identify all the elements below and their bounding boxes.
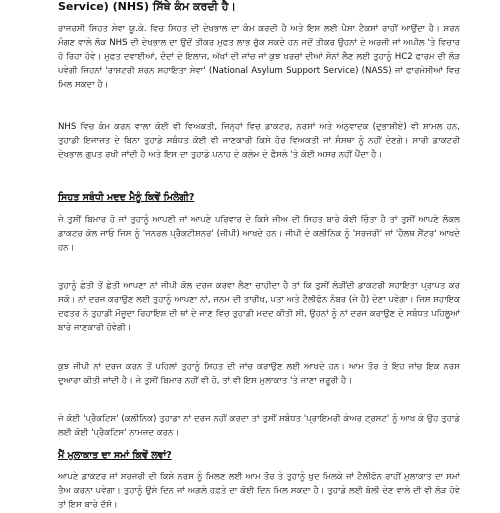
intro-paragraph-2: NHS ਵਿਚ ਕੰਮ ਕਰਨ ਵਾਲਾ ਕੋਈ ਵੀ ਵਿਅਕਤੀ, ਜਿਨ੍ਹਾਂ ਵਿਚ ਡਾਕਟਰ, ਨਰਸਾਂ ਅਤੇ ਅਨੁਵਾਦਕ (ਦੁਭਾਸ਼ੀਏ) ਵੀ ਸ਼ਾਮਲ ਹਨ, ਤੁਹਾਡੀ ਇਜਾਜ਼ਤ ਦੇ ਬਿਨਾ ਤੁਹਾਡੇ ਸਬੰਧਤ ਕੋਈ ਵੀ ਜਾਣਕਾਰੀ ਕਿਸੇ ਹੋਰ ਵਿਅਕਤੀ ਜਾਂ ਸੰਸਥਾ ਨੂੰ ਨਹੀਂ ਦੇਣਗੇ। ਸਾਰੀ ਡਾਕਟਰੀ ਦੇਖਭਾਲ ਗੁਪਤ ਰਖੀ ਜਾਂਦੀ ਹੈ ਅਤੇ ਇਸ ਦਾ ਤੁਹਾਡੇ ਪਨਾਹ ਦੇ ਕਲੇਮ ਦੇ ਫੈਸਲੇ 'ਤੇ ਕੋਈ ਅਸਰ ਨਹੀਂ ਪੈਂਦਾ ਹੈ।: [58, 122, 460, 160]
top-heading: Service) (NHS) ਸਿੱਥੇ ਕੰਮ ਕਰਦੀ ਹੈ।: [58, 0, 236, 13]
section1-paragraph-3: ਕੁਝ ਜੀਪੀ ਨਾਂ ਦਰਜ ਕਰਨ ਤੋਂ ਪਹਿਲਾਂ ਤੁਹਾਨੂੰ ਸਿਹਤ ਦੀ ਜਾਂਚ ਕਰਾਉਣ ਲਈ ਆਖਦੇ ਹਨ। ਆਮ ਤੌਰ ਤੇ ਇਹ ਜਾਂਚ ਇਕ ਨਰਸ ਦੁਆਰਾ ਕੀਤੀ ਜਾਂਦੀ ਹੈ। ਜੇ ਤੁਸੀਂ ਬਿਮਾਰ ਨਹੀਂ ਵੀ ਹੋ, ਤਾਂ ਵੀ ਇਸ ਮੁਲਾਕਾਤ 'ਤੇ ਜਾਣਾ ਜ਼ਰੂਰੀ ਹੈ।: [58, 362, 460, 386]
section1-paragraph-2: ਤੁਹਾਨੂੰ ਛੇਤੀ ਤੋਂ ਛੇਤੀ ਆਪਣਾ ਨਾਂ ਜੀਪੀ ਕੋਲ ਦਰਜ ਕਰਵਾ ਲੈਣਾ ਚਾਹੀਦਾ ਹੈ ਤਾਂ ਕਿ ਤੁਸੀਂ ਲੋੜੀਂਦੀ ਡਾਕਟਰੀ ਸਹਾਇਤਾ ਪ੍ਰਾਪਤ ਕਰ ਸਕੋ। ਨਾਂ ਦਰਜ ਕਰਾਉਣ ਲਈ ਤੁਹਾਨੂੰ ਆਪਣਾ ਨਾਂ, ਜਨਮ ਦੀ ਤਾਰੀਖ, ਪਤਾ ਅਤੇ ਟੈਲੀਫੋਨ ਨੰਬਰ (ਜੇ ਹੈ) ਦੇਣਾ ਪਵੇਗਾ। ਜਿਸ ਸਹਾਇਕ ਦਫਤਰ ਨੇ ਤੁਹਾਡੀ ਮੌਜੂਦਾ ਰਿਹਾਇਸ਼ ਦੀ ਥਾਂ ਦੇ ਜਾਣ ਵਿਚ ਤੁਹਾਡੀ ਮਦਦ ਕੀਤੀ ਸੀ, ਉਹਨਾਂ ਨੂੰ ਨਾਂ ਦਰਜ ਕਰਾਉਣ ਦੇ ਸਬੰਧਤ ਪਹਿਲੂਆਂ ਬਾਰੇ ਜਾਣਕਾਰੀ ਹੋਵੇਗੀ।: [58, 281, 460, 333]
section2-paragraph-1: ਆਪਣੇ ਡਾਕਟਰ ਜਾਂ ਸਰਜਰੀ ਦੀ ਕਿਸੇ ਨਰਸ ਨੂੰ ਮਿਲਣ ਲਈ ਆਮ ਤੌਰ ਤੇ ਤੁਹਾਨੂੰ ਖੁਦ ਮਿਲਕੇ ਜਾਂ ਟੈਲੀਫੋਨ ਰਾਹੀਂ ਮੁਲਾਕਾਤ ਦਾ ਸਮਾਂ ਤੈਅ ਕਰਨਾ ਪਵੇਗਾ। ਤੁਹਾਨੂੰ ਉਸੇ ਦਿਨ ਜਾਂ ਅਗਲੇ ਹਫ਼ਤੇ ਦਾ ਕੋਈ ਦਿਨ ਮਿਲ ਸਕਦਾ ਹੈ। ਤੁਹਾਡੇ ਲਈ ਬੋਲੀ ਦੇਣ ਵਾਲੇ ਦੀ ਵੀ ਲੋੜ ਹੋਵੇ ਤਾਂ ਇਸ ਬਾਰੇ ਦੱਸੋ।: [58, 472, 460, 510]
section-heading-health-help: [58, 191, 460, 205]
section-heading-appointment: [58, 449, 460, 463]
section1-paragraph-1: ਜੇ ਤੁਸੀਂ ਬਿਮਾਰ ਹੋ ਜਾਂ ਤੁਹਾਨੂੰ ਆਪਣੀ ਜਾਂ ਆਪਣੇ ਪਰਿਵਾਰ ਦੇ ਕਿਸੇ ਜੀਅ ਦੀ ਸਿਹਤ ਬਾਰੇ ਕੋਈ ਚਿੰਤਾ ਹੈ ਤਾਂ ਤੁਸੀਂ ਆਪਣੇ ਲੋਕਲ ਡਾਕਟਰ ਕੋਲ ਜਾਓ ਜਿਸ ਨੂੰ 'ਜਨਰਲ ਪ੍ਰੈਕਟੀਸ਼ਨਰ' (ਜੀਪੀ) ਆਖਦੇ ਹਨ। ਜੀਪੀ ਦੇ ਕਲੀਨਿਕ ਨੂੰ 'ਸਰਜਰੀ' ਜਾਂ 'ਹੈਲਥ ਸੈਂਟਰ' ਆਖਦੇ ਹਨ।: [58, 215, 460, 253]
section-heading-health-help-text: ਸਿਹਤ ਸਬੰਧੀ ਮਦਦ ਮੈਨੂੰ ਕਿਵੇਂ ਮਿਲੇਗੀ?: [58, 192, 195, 203]
intro-paragraph-1: ਰਾਜਰਸੀ ਸਿਹਤ ਸੇਵਾ ਯੂ.ਕੇ. ਵਿਚ ਸਿਹਤ ਦੀ ਦੇਖਭਾਲ ਦਾ ਕੰਮ ਕਰਦੀ ਹੈ ਅਤੇ ਇਸ ਲਈ ਪੈਸਾ ਟੈਕਸਾਂ ਰਾਹੀਂ ਆਉਂਦਾ ਹੈ। ਸ਼ਰਨ ਮੰਗਣ ਵਾਲੇ ਲੋਕ NHS ਦੀ ਦੇਖਭਾਲ ਦਾ ਉਦੋਂ ਤੀਕਰ ਮੁਫਤ ਲਾਭ ਚੁੱਕ ਸਕਦੇ ਹਨ ਜਦੋਂ ਤੀਕਰ ਉਹਨਾਂ ਦੇ ਅਰਜ਼ੀ ਜਾਂ ਅਪੀਲ 'ਤੇ ਵਿਚਾਰ ਹੋ ਰਿਹਾ ਹੋਵੇ। ਮੁਫਤ ਦਵਾਈਆਂ, ਦੰਦਾਂ ਦੇ ਇਲਾਜ, ਅੱਖਾਂ ਦੀ ਜਾਂਚ ਜਾਂ ਕੁਝ ਖਰਚਾਂ ਦੀਆਂ ਸੋਨਾਂ ਲੈਣ ਲਈ ਤੁਹਾਨੂੰ HC2 ਫਾਰਮ ਦੀ ਲੋੜ ਪਵੇਗੀ ਜਿਹਨਾਂ 'ਰਾਸ਼ਟਰੀ ਸ਼ਰਨ ਸਹਾਇਤਾ ਸੇਵਾ' (National Asylum Support Service) (NASS) ਜਾਂ ਫਾਰਮੇਸੀਆਂ ਵਿਚ ਮਿਲ ਸਕਦਾ ਹੈ।: [58, 24, 460, 90]
section-heading-appointment-text: ਮੈਂ ਮੁਲਾਕਾਤ ਦਾ ਸਮਾਂ ਕਿਵੇਂ ਲਵਾਂ?: [58, 450, 172, 461]
section1-paragraph-4: ਜੇ ਕੋਈ 'ਪ੍ਰੈਕਟਿਸ' (ਕਲੀਨਿਕ) ਤੁਹਾਡਾ ਨਾਂ ਦਰਜ ਨਹੀਂ ਕਰਦਾ ਤਾਂ ਤੁਸੀਂ ਸਬੰਧਤ 'ਪ੍ਰਾਇਮਰੀ ਕੇਅਰ ਟ੍ਰਸਟ' ਨੂੰ ਆਖ ਕੇ ਉਹ ਤੁਹਾਡੇ ਲਈ ਕੋਈ 'ਪ੍ਰੈਕਟਿਸ' ਨਾਮਜ਼ਦ ਕਰਨ।: [58, 414, 460, 438]
